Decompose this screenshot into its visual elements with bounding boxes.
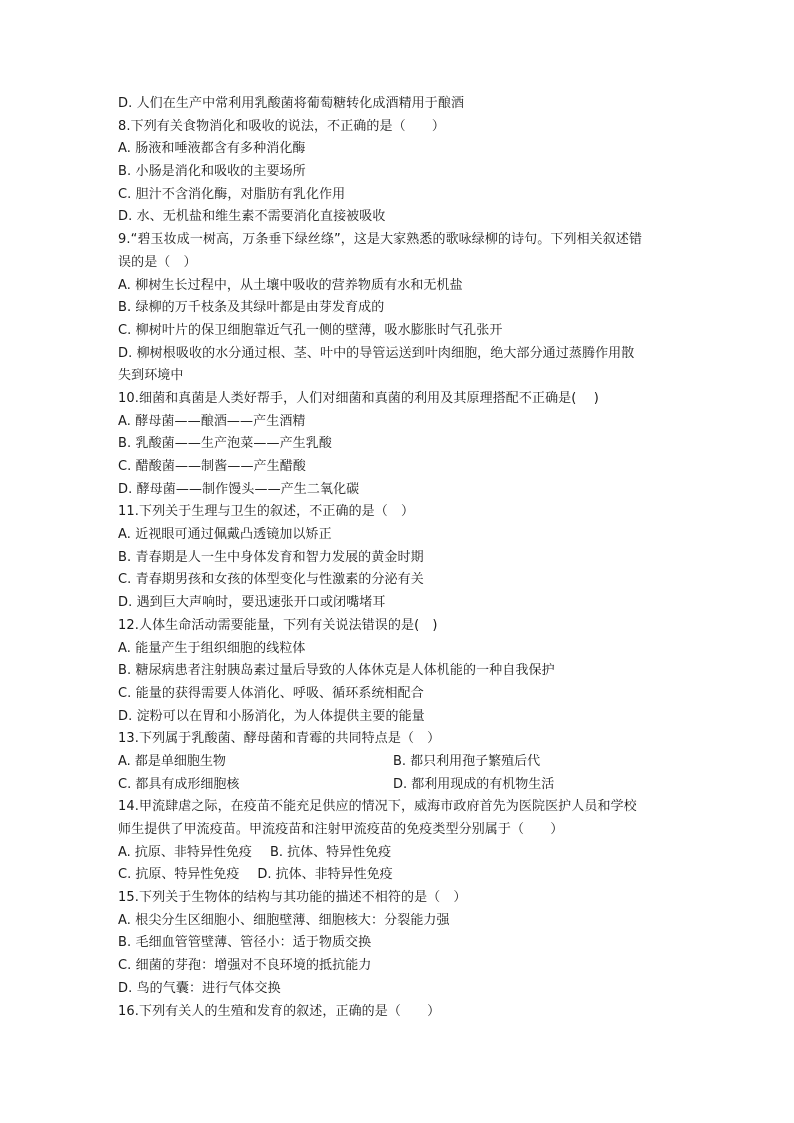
option-c-q14: C. 抗原、特异性免疫 (118, 867, 240, 883)
question-14-line-1: 14.甲流肆虐之际，在疫苗不能充足供应的情况下，威海市政府首先为医院医护人员和学校 (118, 799, 637, 815)
option-a-q10: A. 酵母菌——酿酒——产生酒精 (118, 413, 306, 429)
options-row-ab-q13 (118, 751, 688, 774)
option-a-q11: A. 近视眼可通过佩戴凸透镜加以矫正 (118, 527, 332, 543)
question-15: 15.下列关于生物体的结构与其功能的描述不相符的是（ ） (118, 890, 467, 906)
option-d-q10: D. 酵母菌——制作馒头——产生二氧化碳 (118, 481, 360, 497)
option-a-q9: A. 柳树生长过程中，从土壤中吸收的营养物质有水和无机盐 (118, 277, 463, 293)
question-8: 8.下列有关食物消化和吸收的说法，不正确的是（ ） (118, 118, 446, 134)
option-a-q15: A. 根尖分生区细胞小、细胞壁薄、细胞核大：分裂能力强 (118, 912, 450, 928)
option-d-q7: D. 人们在生产中常利用乳酸菌将葡萄糖转化成酒精用于酿酒 (118, 96, 465, 111)
option-c-q10: C. 醋酸菌——制酱——产生醋酸 (118, 459, 306, 474)
question-10: 10.细菌和真菌是人类好帮手，人们对细菌和真菌的利用及其原理搭配不正确是( ) (118, 390, 599, 406)
options-row-cd-q14 (118, 864, 688, 887)
option-a-q12: A. 能量产生于组织细胞的线粒体 (118, 640, 306, 656)
option-d-q14: D. 抗体、非特异性免疫 (257, 867, 393, 883)
option-d-q13: D. 都利用现成的有机物生活 (393, 776, 555, 792)
option-b-q11: B. 青春期是人一生中身体发育和智力发展的黄金时期 (118, 549, 424, 565)
option-b-q8: B. 小肠是消化和吸收的主要场所 (118, 164, 306, 180)
options-row-cd-q13 (118, 774, 688, 797)
option-d-q8: D. 水、无机盐和维生素不需要消化直接被吸收 (118, 209, 386, 225)
option-c-q12: C. 能量的获得需要人体消化、呼吸、循环系统相配合 (118, 685, 424, 701)
question-13: 13.下列属于乳酸菌、酵母菌和青霉的共同特点是（ ） (118, 731, 441, 747)
question-9-line-2: 误的是（ ） (118, 254, 197, 270)
option-b-q13: B. 都只利用孢子繁殖后代 (393, 753, 541, 769)
question-9-line-1: 9.“碧玉妆成一树高，万条垂下绿丝绦”，这是大家熟悉的歌咏绿柳的诗句。下列相关叙述错 (118, 232, 643, 248)
option-c-q11: C. 青春期男孩和女孩的体型变化与性激素的分泌有关 (118, 572, 424, 588)
option-b-q12: B. 糖尿病患者注射胰岛素过量后导致的人体休克是人体机能的一种自我保护 (118, 663, 555, 679)
option-d-q12: D. 淀粉可以在胃和小肠消化，为人体提供主要的能量 (118, 708, 425, 724)
option-b-q9: B. 绿柳的万千枝条及其绿叶都是由芽发育成的 (118, 300, 385, 316)
option-a-q8: A. 肠液和唾液都含有多种消化酶 (118, 141, 306, 157)
option-a-q13: A. 都是单细胞生物 (118, 753, 226, 769)
option-c-q13: C. 都具有成形细胞核 (118, 776, 240, 792)
option-d-q9-line-2: 失到环境中 (118, 368, 184, 384)
option-a-q14: A. 抗原、非特异性免疫 (118, 844, 252, 860)
options-row-ab-q14 (118, 842, 688, 865)
option-b-q14: B. 抗体、特异性免疫 (269, 844, 392, 860)
document-page (118, 93, 688, 1023)
question-14-line-2: 师生提供了甲流疫苗。甲流疫苗和注射甲流疫苗的免疫类型分别属于（ ） (118, 822, 564, 837)
option-d-q15: D. 鸟的气囊：进行气体交换 (118, 980, 281, 996)
option-b-q15: B. 毛细血管管壁薄、管径小：适于物质交换 (118, 935, 372, 951)
option-d-q9-line-1: D. 柳树根吸收的水分通过根、茎、叶中的导管运送到叶肉细胞，绝大部分通过蒸腾作用散 (118, 345, 635, 361)
question-11: 11.下列关于生理与卫生的叙述，不正确的是（ ） (118, 504, 415, 520)
option-b-q10: B. 乳酸菌——生产泡菜——产生乳酸 (118, 436, 332, 452)
option-c-q8: C. 胆汁不含消化酶，对脂肪有乳化作用 (118, 186, 346, 202)
question-12: 12.人体生命活动需要能量，下列有关说法错误的是( ) (118, 617, 438, 633)
option-c-q15: C. 细菌的芽孢：增强对不良环境的抵抗能力 (118, 958, 372, 974)
option-d-q11: D. 遇到巨大声响时，要迅速张开口或闭嘴堵耳 (118, 595, 386, 611)
question-16: 16.下列有关人的生殖和发育的叙述，正确的是（ ） (118, 1003, 441, 1019)
option-c-q9: C. 柳树叶片的保卫细胞靠近气孔一侧的壁薄，吸水膨胀时气孔张开 (118, 322, 503, 338)
